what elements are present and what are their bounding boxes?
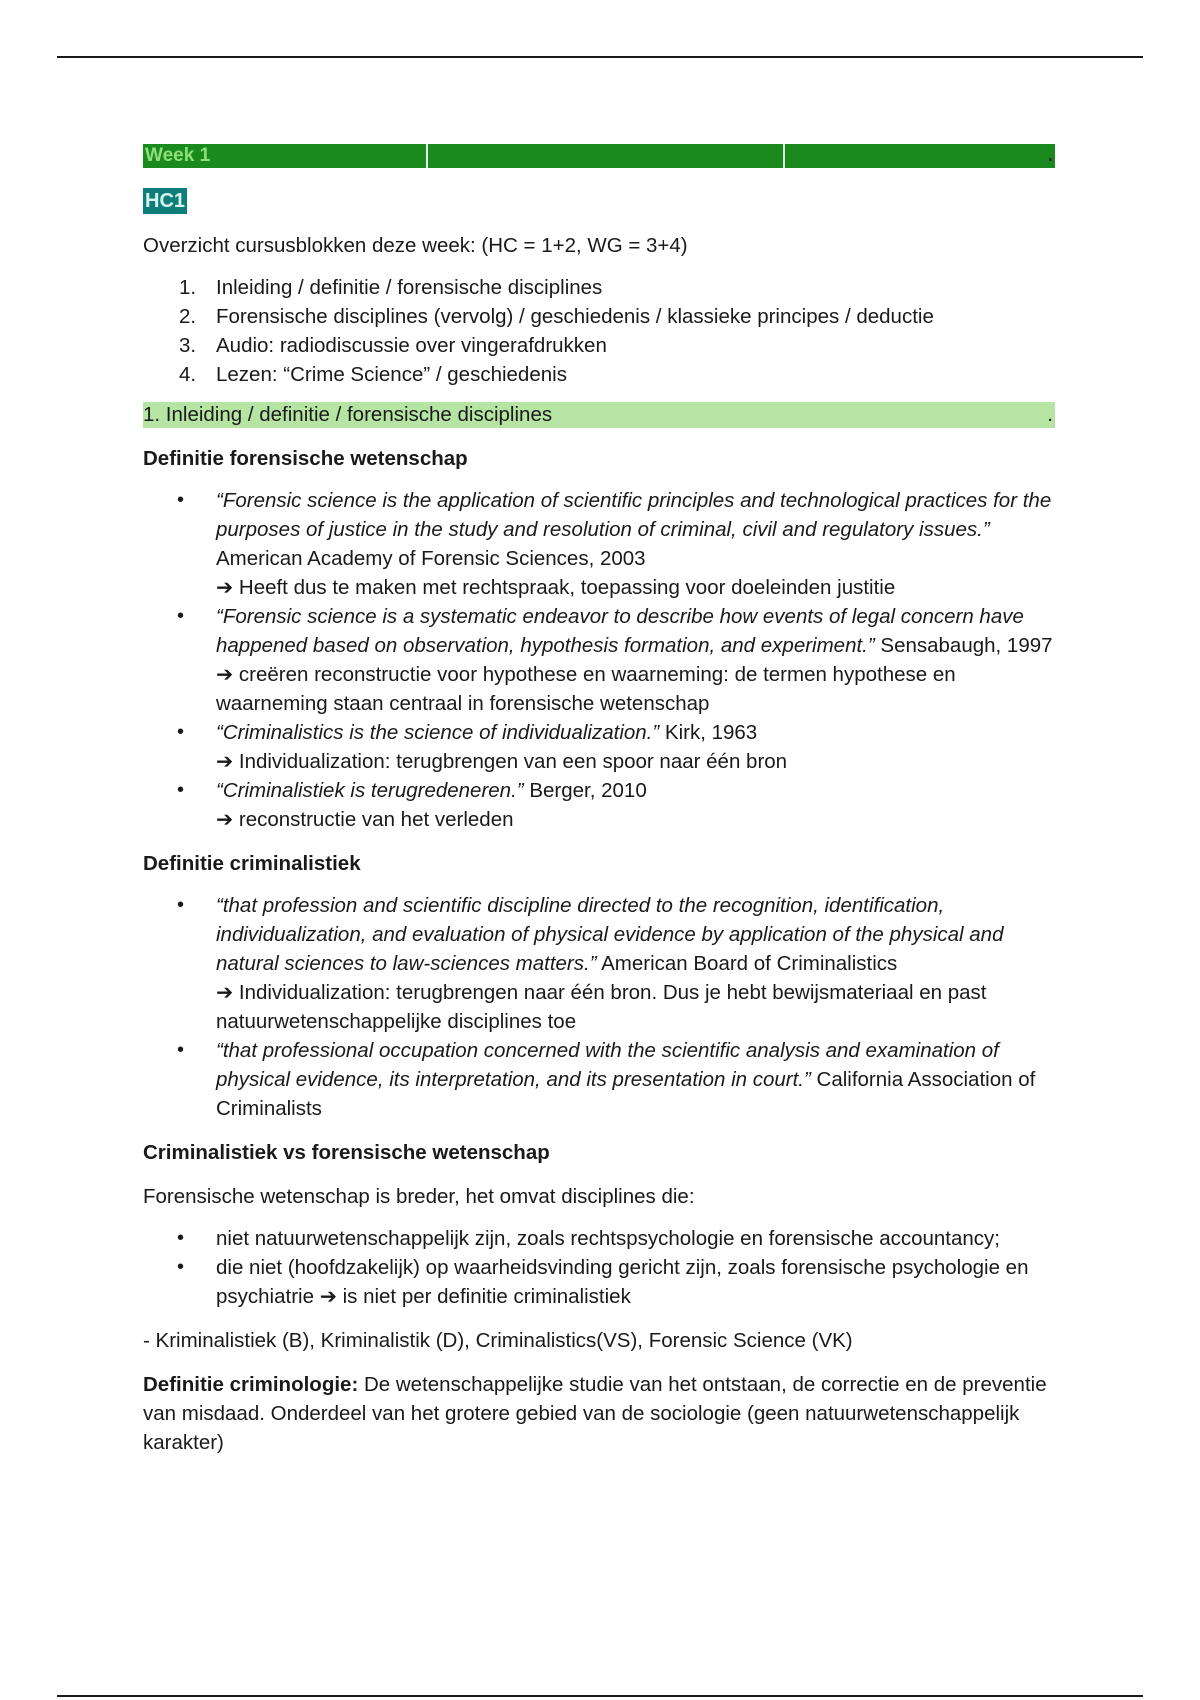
arrow-icon: ➔: [216, 576, 234, 599]
list-item: [143, 1036, 1055, 1123]
heading-def-forensic: Definitie forensische wetenschap: [143, 447, 468, 470]
footer-rule: [57, 1695, 1143, 1697]
note: creëren reconstructie voor hypothese en waarneming: de termen hypothese en waarneming staan centraal in forensische wetenschap: [216, 663, 956, 715]
bullet-icon: •: [177, 489, 185, 511]
arrow-icon: ➔: [319, 1285, 337, 1308]
week-bar-cell-3: [785, 144, 1055, 168]
vs-intro: Forensische wetenschap is breder, het omvat disciplines die:: [143, 1185, 695, 1208]
quote-source: American Academy of Forensic Sciences, 2003: [216, 547, 646, 570]
week-bar-cell-2: [428, 144, 785, 168]
quote: “that profession and scientific discipline directed to the recognition, identification, individualization, and evaluation of physical evidence by application of the physical and natural sciences to law-sciences matters.”: [216, 894, 1004, 975]
criminologie-text: De wetenschappelijke studie van het ontstaan, de correctie en de preventie van misdaad. Onderdeel van het grotere gebied van de sociologie (geen natuurwetenschappelijk karakter): [143, 1373, 1047, 1454]
bullet-icon: •: [177, 605, 185, 627]
lecture-tag: HC1: [145, 190, 186, 212]
overview-intro: Overzicht cursusblokken deze week: (HC = 1+2, WG = 3+4): [143, 234, 688, 257]
bullet-icon: •: [177, 779, 185, 801]
list-item: [143, 1224, 1055, 1253]
quote-source: Sensabaugh, 1997: [874, 634, 1053, 657]
list-item: [143, 486, 1055, 602]
bullet-icon: •: [177, 721, 185, 743]
list-item: 2. Forensische disciplines (vervolg) / geschiedenis / klassieke principes / deductie: [179, 305, 934, 328]
quote-source: Berger, 2010: [523, 779, 647, 802]
list-item: [143, 1253, 1055, 1311]
quote: “Criminalistiek is terugredeneren.”: [216, 779, 524, 802]
list-item: [143, 718, 1055, 776]
quote: “that professional occupation concerned with the scientific analysis and examination of physical evidence, its interpretation, and its presentation in court.”: [216, 1039, 999, 1091]
bullet-icon: •: [177, 1227, 185, 1249]
arrow-icon: ➔: [216, 750, 234, 773]
list-item: 3. Audio: radiodiscussie over vingerafdrukken: [179, 334, 607, 357]
list-item: 4. Lezen: “Crime Science” / geschiedenis: [179, 363, 567, 386]
list-text: die niet (hoofdzakelijk) op waarheidsvinding gericht zijn, zoals forensische psychologie en psychiatrie: [216, 1256, 1029, 1308]
week-header-bar: [143, 144, 1055, 168]
terms-line: - Kriminalistiek (B), Kriminalistik (D), Criminalistics(VS), Forensic Science (VK): [143, 1329, 853, 1352]
criminologie-definition: [143, 1370, 1055, 1457]
arrow-icon: ➔: [216, 981, 234, 1004]
quote: “Criminalistics is the science of individualization.”: [216, 721, 660, 744]
document-body: [143, 144, 1055, 1457]
arrow-icon: ➔: [216, 808, 234, 831]
bullet-icon: •: [177, 894, 185, 916]
forensic-definitions-list: [143, 486, 1055, 834]
quote: “Forensic science is a systematic endeavor to describe how events of legal concern have happened based on observation, hypothesis formation, and experiment.”: [216, 605, 1024, 657]
heading-vs: Criminalistiek vs forensische wetenschap: [143, 1141, 550, 1164]
list-text: niet natuurwetenschappelijk zijn, zoals rechtspsychologie en forensische accountancy;: [216, 1227, 1001, 1250]
section-bar-mark: .: [1047, 403, 1053, 426]
quote: “Forensic science is the application of scientific principles and technological practices for the purposes of justice in the study and resolution of criminal, civil and regulatory issues.”: [216, 489, 1052, 541]
list-item: 1. Inleiding / definitie / forensische disciplines: [179, 276, 603, 299]
list-item: [143, 776, 1055, 834]
criminologie-label: Definitie criminologie:: [143, 1373, 359, 1396]
week-bar-mark: .: [1047, 145, 1053, 166]
week-label: Week 1: [143, 144, 428, 168]
bullet-icon: •: [177, 1039, 185, 1061]
bullet-icon: •: [177, 1256, 185, 1278]
note: Individualization: terugbrengen van een spoor naar één bron: [233, 750, 788, 773]
header-rule: [57, 56, 1143, 58]
vs-list: [143, 1224, 1055, 1311]
note: reconstructie van het verleden: [233, 808, 514, 831]
list-item: [143, 891, 1055, 1036]
quote-source: American Board of Criminalistics: [596, 952, 898, 975]
section-title: 1. Inleiding / definitie / forensische disciplines: [143, 403, 553, 426]
criminalistiek-definitions-list: [143, 891, 1055, 1123]
overview-list: [143, 273, 1055, 389]
note: Heeft dus te maken met rechtspraak, toepassing voor doeleinden justitie: [233, 576, 896, 599]
list-item: [143, 602, 1055, 718]
quote-source: California Association of Criminalists: [216, 1068, 1036, 1120]
note: Individualization: terugbrengen naar één bron. Dus je hebt bewijsmateriaal en past natuurwetenschappelijke disciplines toe: [216, 981, 987, 1033]
list-text-tail: is niet per definitie criminalistiek: [336, 1285, 631, 1308]
arrow-icon: ➔: [216, 663, 234, 686]
heading-def-criminalistiek: Definitie criminalistiek: [143, 852, 361, 875]
quote-source: Kirk, 1963: [659, 721, 758, 744]
section-title-bar: [143, 402, 1055, 428]
